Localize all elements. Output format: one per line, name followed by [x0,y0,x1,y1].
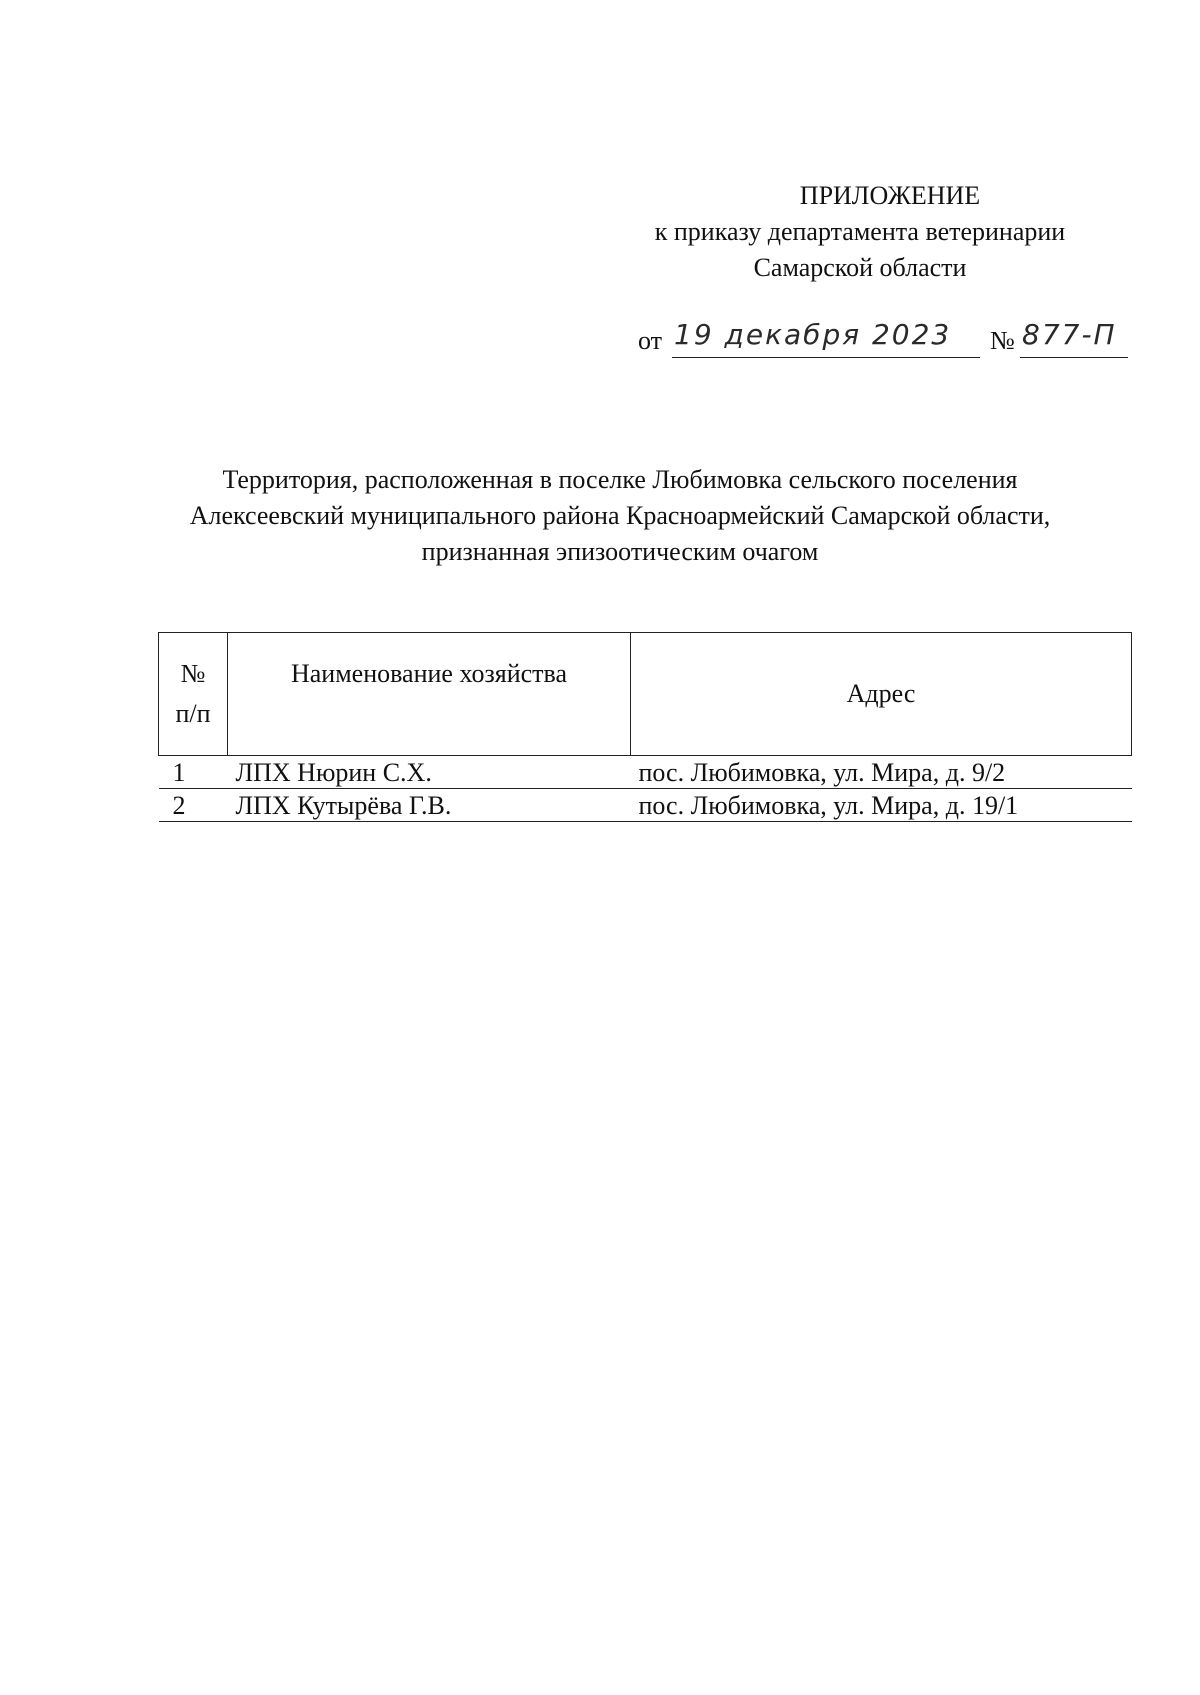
row-number: 2 [159,789,228,822]
table-row [159,789,1132,822]
header-number [159,633,228,756]
table-row [159,756,1132,789]
order-number-label: № [990,326,1015,355]
heading-line-2: Алексеевский муниципального района Красноармейский Самарской области, [189,501,1051,530]
row-farm-name: ЛПХ Нюрин С.Х. [228,756,631,789]
farms-table [158,632,1132,822]
order-date-handwritten: 19 декабря 2023 [674,318,952,351]
appendix-block [600,178,1120,286]
row-address: пос. Любимовка, ул. Мира, д. 19/1 [631,789,1132,822]
order-date-number [638,318,1128,362]
header-address: Адрес [631,633,1132,756]
number-underline [1020,357,1128,358]
date-underline [672,357,980,358]
row-number: 1 [159,756,228,789]
heading-line-3: признанная эпизоотическим очагом [421,537,819,566]
appendix-title: ПРИЛОЖЕНИЕ [799,181,981,210]
appendix-line-1: к приказу департамента ветеринарии [654,217,1066,246]
document-heading [120,462,1120,570]
heading-line-1: Территория, расположенная в поселке Любимовка сельского поселения [222,465,1018,494]
row-farm-name: ЛПХ Кутырёва Г.В. [228,789,631,822]
header-number-pp: п/п [175,699,211,728]
row-address: пос. Любимовка, ул. Мира, д. 9/2 [631,756,1132,789]
header-farm-name: Наименование хозяйства [228,633,631,756]
table-header-row [159,633,1132,756]
order-number-handwritten: 877-П [1022,318,1117,351]
header-number-symbol: № [180,659,206,688]
appendix-line-2: Самарской области [753,253,967,282]
order-date-label: от [638,326,663,355]
